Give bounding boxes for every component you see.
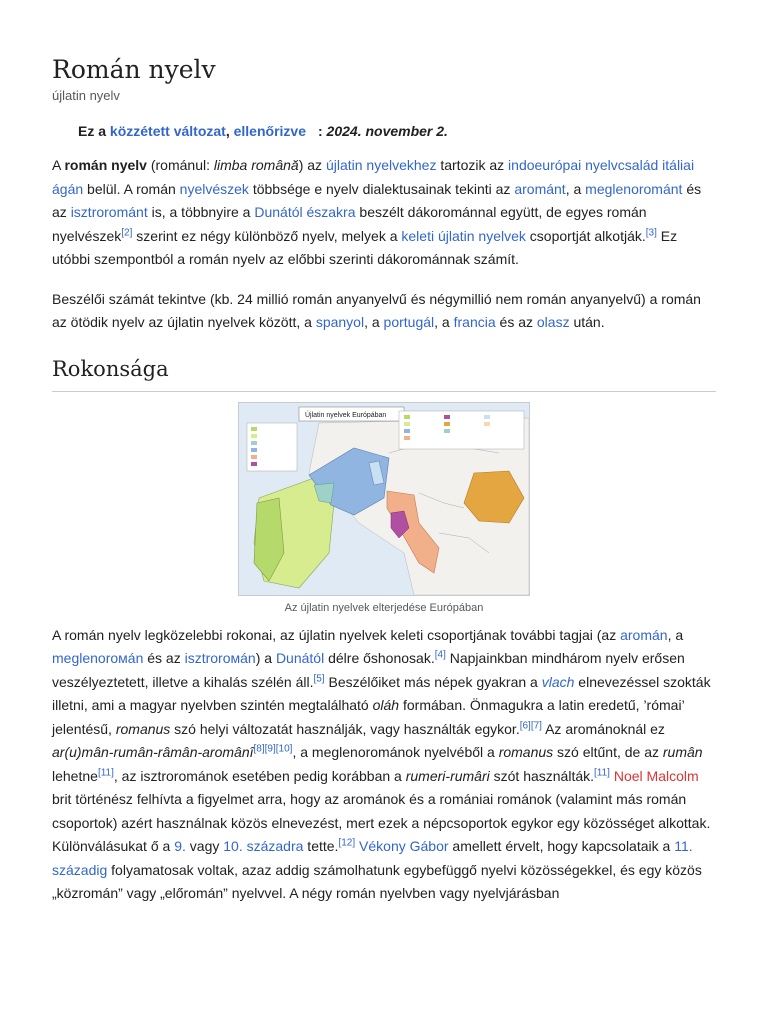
ref-11b[interactable]: [11]	[594, 766, 610, 778]
ref-6[interactable]: [6]	[519, 719, 531, 731]
link-italiai-ag[interactable]: itáliai ágán	[52, 157, 695, 197]
review-prefix: Ez a	[78, 123, 107, 139]
ref-9[interactable]: [9]	[264, 743, 276, 755]
link-dunatol[interactable]: Dunától	[275, 650, 325, 666]
link-vekony-gabor[interactable]: Vékony Gábor	[359, 838, 449, 854]
ref-10[interactable]: [10]	[275, 743, 293, 755]
ref-7[interactable]: [7]	[530, 719, 542, 731]
paragraph-intro: A román nyelv (románul: limba română) az újlatin nyelvekhez tartozik az indoeurópai nyelvcsalád itáliai ágán belül. A román nyelvészek többsége e nyelv dialektusainak tekinti az arománt, a meglenorománt és az isztrorománt is, a többnyire a Dunától északra beszélt dákorománnal együtt, de egyes román nyelvészek[2] szerint ez négy különböző nyelv, melyek a keleti újlatin nyelvek csoportját alkotják.[3] Ez utóbbi szempontból a román nyelv az előbbi szerinti dákorománnak számít.	[52, 157, 702, 267]
paragraph-speakers: Beszélői számát tekintve (kb. 24 millió román anyanyelvű és négymillió nem román anyanyelvű) a román az ötödik nyelv az újlatin nyelvek között, a spanyol, a portugál, a francia és az olasz után.	[52, 290, 701, 330]
published-version-link[interactable]: közzétett változat	[109, 123, 226, 139]
link-11-szazadig[interactable]: 11. századig	[52, 838, 693, 878]
link-aromant[interactable]: arománt	[514, 180, 566, 197]
link-portugal[interactable]: portugál	[383, 314, 435, 330]
link-francia[interactable]: francia	[453, 314, 496, 330]
link-ujlatin-nyelvekhez[interactable]: újlatin nyelvekhez	[325, 157, 437, 173]
ref-5[interactable]: [5]	[313, 672, 325, 684]
link-9[interactable]: 9.	[174, 838, 186, 854]
link-spanyol[interactable]: spanyol	[315, 314, 365, 330]
review-notice	[78, 123, 716, 139]
checked-link[interactable]: ellenőrizve	[233, 123, 306, 139]
review-date: 2024. november 2.	[326, 123, 448, 139]
link-dunatol-eszakra[interactable]: Dunától északra	[254, 204, 356, 220]
map-image[interactable]	[238, 402, 530, 596]
review-comma: ,	[225, 123, 230, 139]
link-isztoroman[interactable]: isztrorомán	[184, 650, 256, 666]
romance-languages-map	[239, 403, 529, 595]
page-title: Román nyelv	[52, 55, 216, 84]
ref-8[interactable]: [8]	[253, 743, 265, 755]
figure-caption: Az újlatin nyelvek elterjedése Európában	[284, 601, 484, 614]
section-heading-rokonsaga: Rokonsága	[52, 357, 716, 392]
paragraph-relatives: A román nyelv legközelebbi rokonai, az újlatin nyelvek keleti csoportjának további tagjai (az aromán, a meglenorомán és az isztrorомán) a Dunától délre őshonosak.[4] Napjainkban mindhárom nyelv erősen veszélyeztetett, illetve a kihalás szélén áll.[5] Beszélőiket más népek gyakran a vlach elnevezéssel szokták illetni, ami a magyar nyelvben szintén megtalálható oláh formában. Önmagukra a latin eredetű, ’római’ jelentésű, romanus szó helyi változatát használják, vagy használták egykor.[6][7] Az arománoknál ez ar(u)mân-rumân-râmân-aromânî[8][9][10], a meglenorománok nyelvéből a romanus szó eltűnt, de az rumân lehetne[11], az isztrorománok esetében pedig korábban a rumeri-rumâri szót használták.[11] Noel Malcolm brit történész felhívta a figyelmet arra, hogy az arománok és a romániai románok (valamint más román csoportok) azért használnak közös elnevezést, mert ezek a népcsoportok egykor egy közösséget alkottak. Különválásukat ő a 9. vagy 10. századra tette.[12] Vékony Gábor amellett érvelt, hogy kapcsolataik a 11. századig folyamatosak voltak, azaz addig számolhatunk egybefüggő nyelvi közösségekkel, és egy közös „közromán” vagy „előromán” nyelvvel. A négy román nyelvben vagy nyelvjárásban	[52, 626, 711, 901]
link-nyelveszek[interactable]: nyelvészek	[179, 180, 249, 197]
link-keleti-ujlatin[interactable]: keleti újlatin nyelvek	[401, 227, 526, 244]
review-colon: :	[317, 123, 323, 139]
link-10-szazadra[interactable]: 10. századra	[223, 838, 304, 854]
map-title: Újlatin nyelvek Európában	[305, 411, 387, 419]
ref-12[interactable]: [12]	[338, 837, 356, 849]
ref-3[interactable]: [3]	[645, 226, 657, 238]
map-legend	[399, 411, 524, 449]
ref-4[interactable]: [4]	[434, 649, 446, 661]
link-isztoromant[interactable]: isztrorománt	[70, 204, 148, 220]
figure-map	[238, 402, 530, 614]
link-meglenoromant[interactable]: meglenorománt	[585, 180, 683, 197]
page-subtitle: újlatin nyelv	[52, 88, 120, 103]
link-olasz[interactable]: olasz	[536, 314, 570, 330]
ref-11a[interactable]: [11]	[97, 766, 114, 778]
link-aroman[interactable]: aromán	[620, 626, 668, 643]
link-noel-malcolm[interactable]: Noel Malcolm	[613, 767, 699, 784]
ref-2[interactable]: [2]	[121, 226, 133, 238]
link-meglenoroman[interactable]: meglenorомán	[52, 650, 144, 666]
link-vlach[interactable]: vlach	[541, 673, 575, 690]
link-indoeuropai[interactable]: indoeurópai nyelvcsalád	[508, 157, 659, 173]
